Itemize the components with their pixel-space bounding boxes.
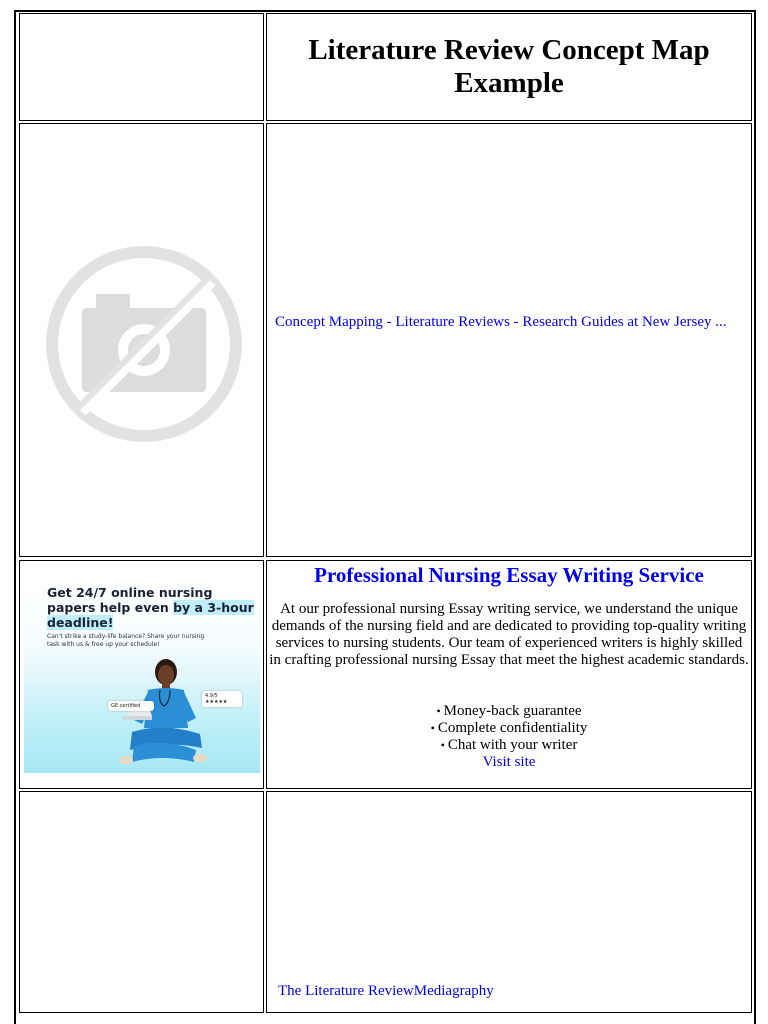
page-title: Literature Review Concept Map Example [308, 34, 710, 99]
no-image-placeholder-icon [44, 244, 244, 444]
feature-chat-writer: • Chat with your writer [267, 737, 751, 754]
literature-review-link[interactable]: The Literature ReviewMediagraphy [278, 983, 494, 999]
service-description: At our professional nursing Essay writing service, we understand the unique demands of the nursing field and are dedicated to providing top-quality writing services to nursing students. Our team of experienced writers is highly skilled in crafting professional nursing Essay that meet the highest academic standards. [269, 601, 749, 668]
header-left-cell [19, 13, 264, 121]
empty-left-cell [19, 791, 264, 1013]
service-cell [266, 560, 752, 789]
literature-review-cell [266, 791, 752, 1013]
header-title-cell [266, 13, 752, 121]
certified-badge: GE certified [108, 701, 154, 711]
service-title: Professional Nursing Essay Writing Service [314, 563, 704, 587]
service-features [267, 703, 751, 754]
visit-site-link[interactable]: Visit site [482, 754, 536, 770]
ad-headline-text: Get 24/7 online nursing papers help even [47, 585, 213, 615]
concept-mapping-link[interactable]: Concept Mapping - Literature Reviews - Research Guides at New Jersey ... [275, 314, 727, 330]
nurse-illustration-icon [104, 658, 224, 773]
ad-image-cell [19, 560, 264, 789]
image-placeholder-cell [19, 123, 264, 557]
concept-mapping-cell [266, 123, 752, 557]
rating-badge: 4.9/5 ★★★★★ [202, 691, 242, 707]
feature-money-back: • Money-back guarantee [267, 703, 751, 720]
nursing-ad-banner[interactable] [24, 583, 260, 773]
ad-headline [47, 585, 257, 630]
ad-headline-highlight: by a 3-hour deadline! [47, 600, 254, 630]
feature-confidentiality: • Complete confidentiality [267, 720, 751, 737]
ad-subtext: Can't strike a study-life balance? Share your nursing task with us & free up your schedule! [47, 633, 205, 648]
